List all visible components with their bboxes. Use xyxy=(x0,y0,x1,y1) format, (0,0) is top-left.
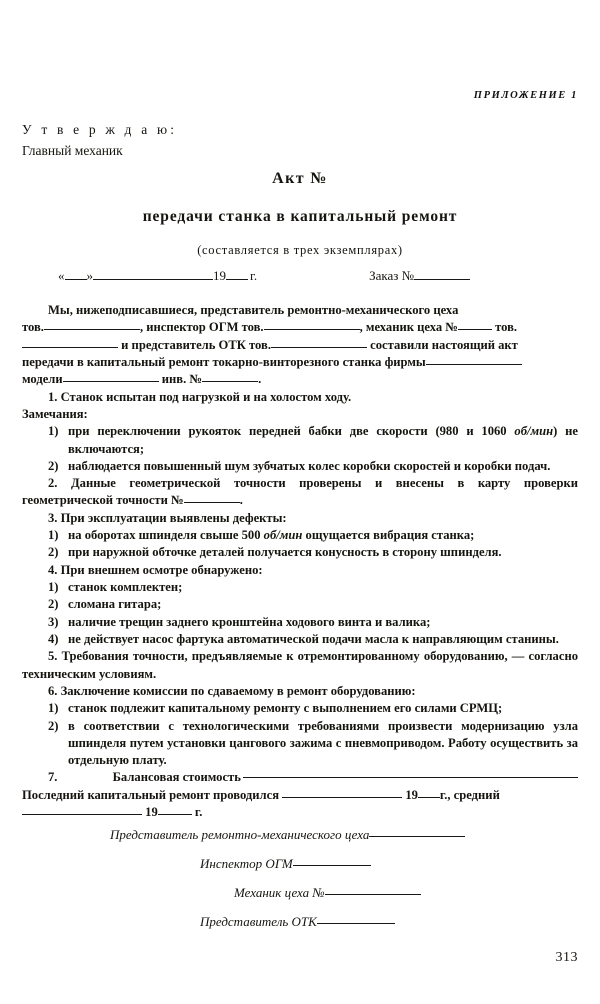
ogm-inspector-blank[interactable] xyxy=(264,329,360,330)
last-repair-date-blank[interactable] xyxy=(282,797,402,798)
list-item xyxy=(22,423,578,458)
drew-up-label: составили настоящий акт xyxy=(370,337,518,352)
preamble-line-3 xyxy=(22,337,578,354)
clause-6-text: Заключение комиссии по сдаваемому в ремонт оборудованию: xyxy=(60,683,416,698)
middle-repair-year-prefix: 19 xyxy=(145,805,158,820)
signature-label-shop-mechanic: Механик цеха № xyxy=(234,885,325,900)
middle-repair-date-blank[interactable] xyxy=(22,814,142,815)
quote-close: » xyxy=(86,268,93,283)
clause-1-item-2-text: наблюдается повышенный шум зубчатых колес коробки скоростей и коробки подач. xyxy=(68,458,551,473)
list-item xyxy=(22,579,578,596)
signature-label-ogm-inspector: Инспектор ОГМ xyxy=(200,856,293,871)
clause-7-text: Балансовая стоимость xyxy=(112,770,241,785)
list-item xyxy=(22,458,578,475)
signature-label-otk-rep: Представитель ОТК xyxy=(200,914,317,929)
accuracy-chart-blank[interactable] xyxy=(184,502,240,503)
signature-row-otk-rep xyxy=(22,915,578,928)
inventory-label: инв. № xyxy=(161,372,203,387)
title-block xyxy=(0,170,600,258)
signature-row-rmc-rep xyxy=(22,828,578,841)
signature-blank-rmc-rep[interactable] xyxy=(369,836,465,837)
clause-1-number: 1. xyxy=(48,389,58,404)
model-blank[interactable] xyxy=(63,381,159,382)
signature-row-ogm-inspector xyxy=(22,857,578,870)
approval-label: У т в е р ж д а ю: xyxy=(22,122,178,137)
clause-4 xyxy=(22,562,578,579)
clause-1-item-1-after: ) не включаются; xyxy=(68,424,578,456)
preamble-line-5: модели инв. № . xyxy=(22,372,262,387)
list-item xyxy=(22,527,578,544)
last-repair-line xyxy=(22,787,578,804)
middle-repair-year-suffix: г. xyxy=(194,805,203,820)
clause-3-item-1-marker: 1) xyxy=(48,528,59,543)
clause-4-item-3-marker: 3) xyxy=(48,614,59,629)
clause-6-item-2-marker: 2) xyxy=(48,718,59,733)
clause-5-number: 5. xyxy=(48,649,58,664)
approver-title: Главный механик xyxy=(22,142,123,158)
list-item xyxy=(22,614,578,631)
clause-6-number: 6. xyxy=(48,683,58,698)
date-order-row xyxy=(22,268,578,284)
shop-number-blank[interactable] xyxy=(458,329,492,330)
clause-1-item-1-marker: 1) xyxy=(48,424,59,439)
last-repair-year-blank[interactable] xyxy=(418,797,440,798)
unit-rpm: об/мин xyxy=(263,528,303,543)
clause-3-text: При эксплуатации выявлены дефекты: xyxy=(60,510,287,525)
model-label: модели xyxy=(22,372,63,387)
signature-blank-shop-mechanic[interactable] xyxy=(325,894,421,895)
clause-7 xyxy=(22,769,578,786)
firm-blank[interactable] xyxy=(426,364,522,365)
signature-blank-ogm-inspector[interactable] xyxy=(293,865,371,866)
document-kicker: Акт № xyxy=(272,170,328,187)
signature-row-shop-mechanic xyxy=(22,886,578,899)
last-repair-middle: г., средний xyxy=(439,787,500,802)
clause-3-item-1-after: ощущается вибрация станка; xyxy=(302,528,475,543)
rmc-rep-blank[interactable] xyxy=(44,329,140,330)
clause-5-text: Требования точности, предъявляемые к отремонтированному оборудованию, — согласно техническим условиям. xyxy=(22,649,578,681)
clause-1-text: Станок испытан под нагрузкой и на холостом ходу. xyxy=(60,389,352,404)
clause-7-number: 7. xyxy=(48,770,58,785)
list-item xyxy=(22,596,578,613)
clause-4-item-4-marker: 4) xyxy=(48,631,59,646)
clause-4-item-4-text: не действует насос фартука автоматической подачи масла к направляющим станины. xyxy=(68,631,559,646)
page-title: передачи станка в капитальный ремонт xyxy=(142,208,458,225)
document-subtitle: (составляется в трех экземплярах) xyxy=(197,243,403,257)
last-repair-label: Последний капитальный ремонт проводился xyxy=(22,787,280,802)
clause-4-item-2-text: сломана гитара; xyxy=(68,597,162,612)
clause-3-item-1-text xyxy=(68,527,578,544)
signature-label-rmc-rep: Представитель ремонтно-механического цеха xyxy=(110,827,370,842)
clause-6-item-2-text: в соответствии с технологическими требованиями произвести модернизацию узла шпинделя путем установки цангового зажима с пневмоприводом. Работу осуществить за отдельную плату. xyxy=(68,718,578,768)
clause-3-item-1-before: на оборотах шпинделя свыше 500 xyxy=(68,528,264,543)
clause-1 xyxy=(22,389,578,406)
list-item xyxy=(22,631,578,648)
clause-5 xyxy=(22,648,578,683)
year-blank[interactable] xyxy=(226,279,248,280)
year-prefix: 19 xyxy=(213,268,226,283)
middle-repair-year-blank[interactable] xyxy=(158,814,192,815)
clause-2-period: . xyxy=(239,493,243,508)
document-body xyxy=(22,302,578,821)
clause-1-item-2-marker: 2) xyxy=(48,458,59,473)
clause-3-item-2-text: при наружной обточке деталей получается конусность в сторону шпинделя. xyxy=(68,545,502,560)
clause-4-item-2-marker: 2) xyxy=(48,597,59,612)
otk-rep-blank[interactable] xyxy=(271,347,367,348)
clause-4-item-1-text: станок комплектен; xyxy=(68,580,183,594)
clause-6-item-1-marker: 1) xyxy=(48,701,59,716)
clause-2 xyxy=(22,475,578,510)
clause-1-item-1-before: при переключении рукояток передней бабки две скорости (980 и 1060 xyxy=(68,424,515,439)
clause-1-item-1-text xyxy=(68,423,578,458)
quote-open: « xyxy=(58,268,65,283)
clause-4-text: При внешнем осмотре обнаружено: xyxy=(60,562,263,577)
list-item xyxy=(22,718,578,770)
signature-block xyxy=(22,828,578,944)
date-field[interactable] xyxy=(58,268,257,284)
clause-4-item-3-text: наличие трещин заднего кронштейна ходового винта и валика; xyxy=(68,614,431,629)
clause-2-text: Данные геометрической точности проверены и внесены в карту проверки геометрической точности № xyxy=(22,476,579,508)
year-suffix: г. xyxy=(250,268,258,283)
preamble-line-1: Мы, нижеподписавшиеся, представитель ремонтно-механического цеха xyxy=(48,303,459,317)
approval-block xyxy=(22,120,177,161)
clause-6 xyxy=(22,683,578,700)
order-field[interactable] xyxy=(369,268,470,284)
last-repair-year-prefix: 19 xyxy=(405,787,418,802)
page-number: 313 xyxy=(555,950,578,965)
order-label: Заказ № xyxy=(369,268,415,283)
tov-label-2: тов. xyxy=(495,320,518,335)
preamble-line-4 xyxy=(22,354,578,371)
list-item xyxy=(22,544,578,561)
middle-repair-line xyxy=(22,804,578,821)
clause-3-number: 3. xyxy=(48,510,58,525)
clause-1-subheading: Замечания: xyxy=(22,406,88,421)
tov-label-1: тов. xyxy=(22,320,44,335)
clause-2-number: 2. xyxy=(48,476,58,491)
month-blank[interactable] xyxy=(93,279,213,280)
otk-rep-label: и представитель ОТК тов. xyxy=(121,337,271,352)
clause-4-number: 4. xyxy=(48,562,58,577)
clause-6-item-1-text: станок подлежит капитальному ремонту с выполнением его силами СРМЦ; xyxy=(68,701,503,716)
running-head: ПРИЛОЖЕНИЕ 1 xyxy=(473,90,578,101)
order-number-blank[interactable] xyxy=(414,279,470,280)
clause-3-item-2-marker: 2) xyxy=(48,545,59,560)
inspector-label: , инспектор ОГМ тов. xyxy=(139,320,264,335)
clause-3 xyxy=(22,510,578,527)
inventory-blank[interactable] xyxy=(202,381,258,382)
clause-4-item-1-marker: 1) xyxy=(48,580,59,594)
day-blank[interactable] xyxy=(65,279,87,280)
mechanic-name-blank[interactable] xyxy=(22,347,118,348)
preamble-line-2 xyxy=(22,319,578,336)
machine-description: передачи в капитальный ремонт токарно-винторезного станка фирмы xyxy=(22,354,426,369)
shop-mechanic-label: , механик цеха № xyxy=(359,320,458,335)
unit-rpm: об/мин xyxy=(514,424,554,439)
signature-blank-otk-rep[interactable] xyxy=(317,923,395,924)
list-item xyxy=(22,700,578,717)
balance-cost-blank[interactable] xyxy=(243,777,578,778)
